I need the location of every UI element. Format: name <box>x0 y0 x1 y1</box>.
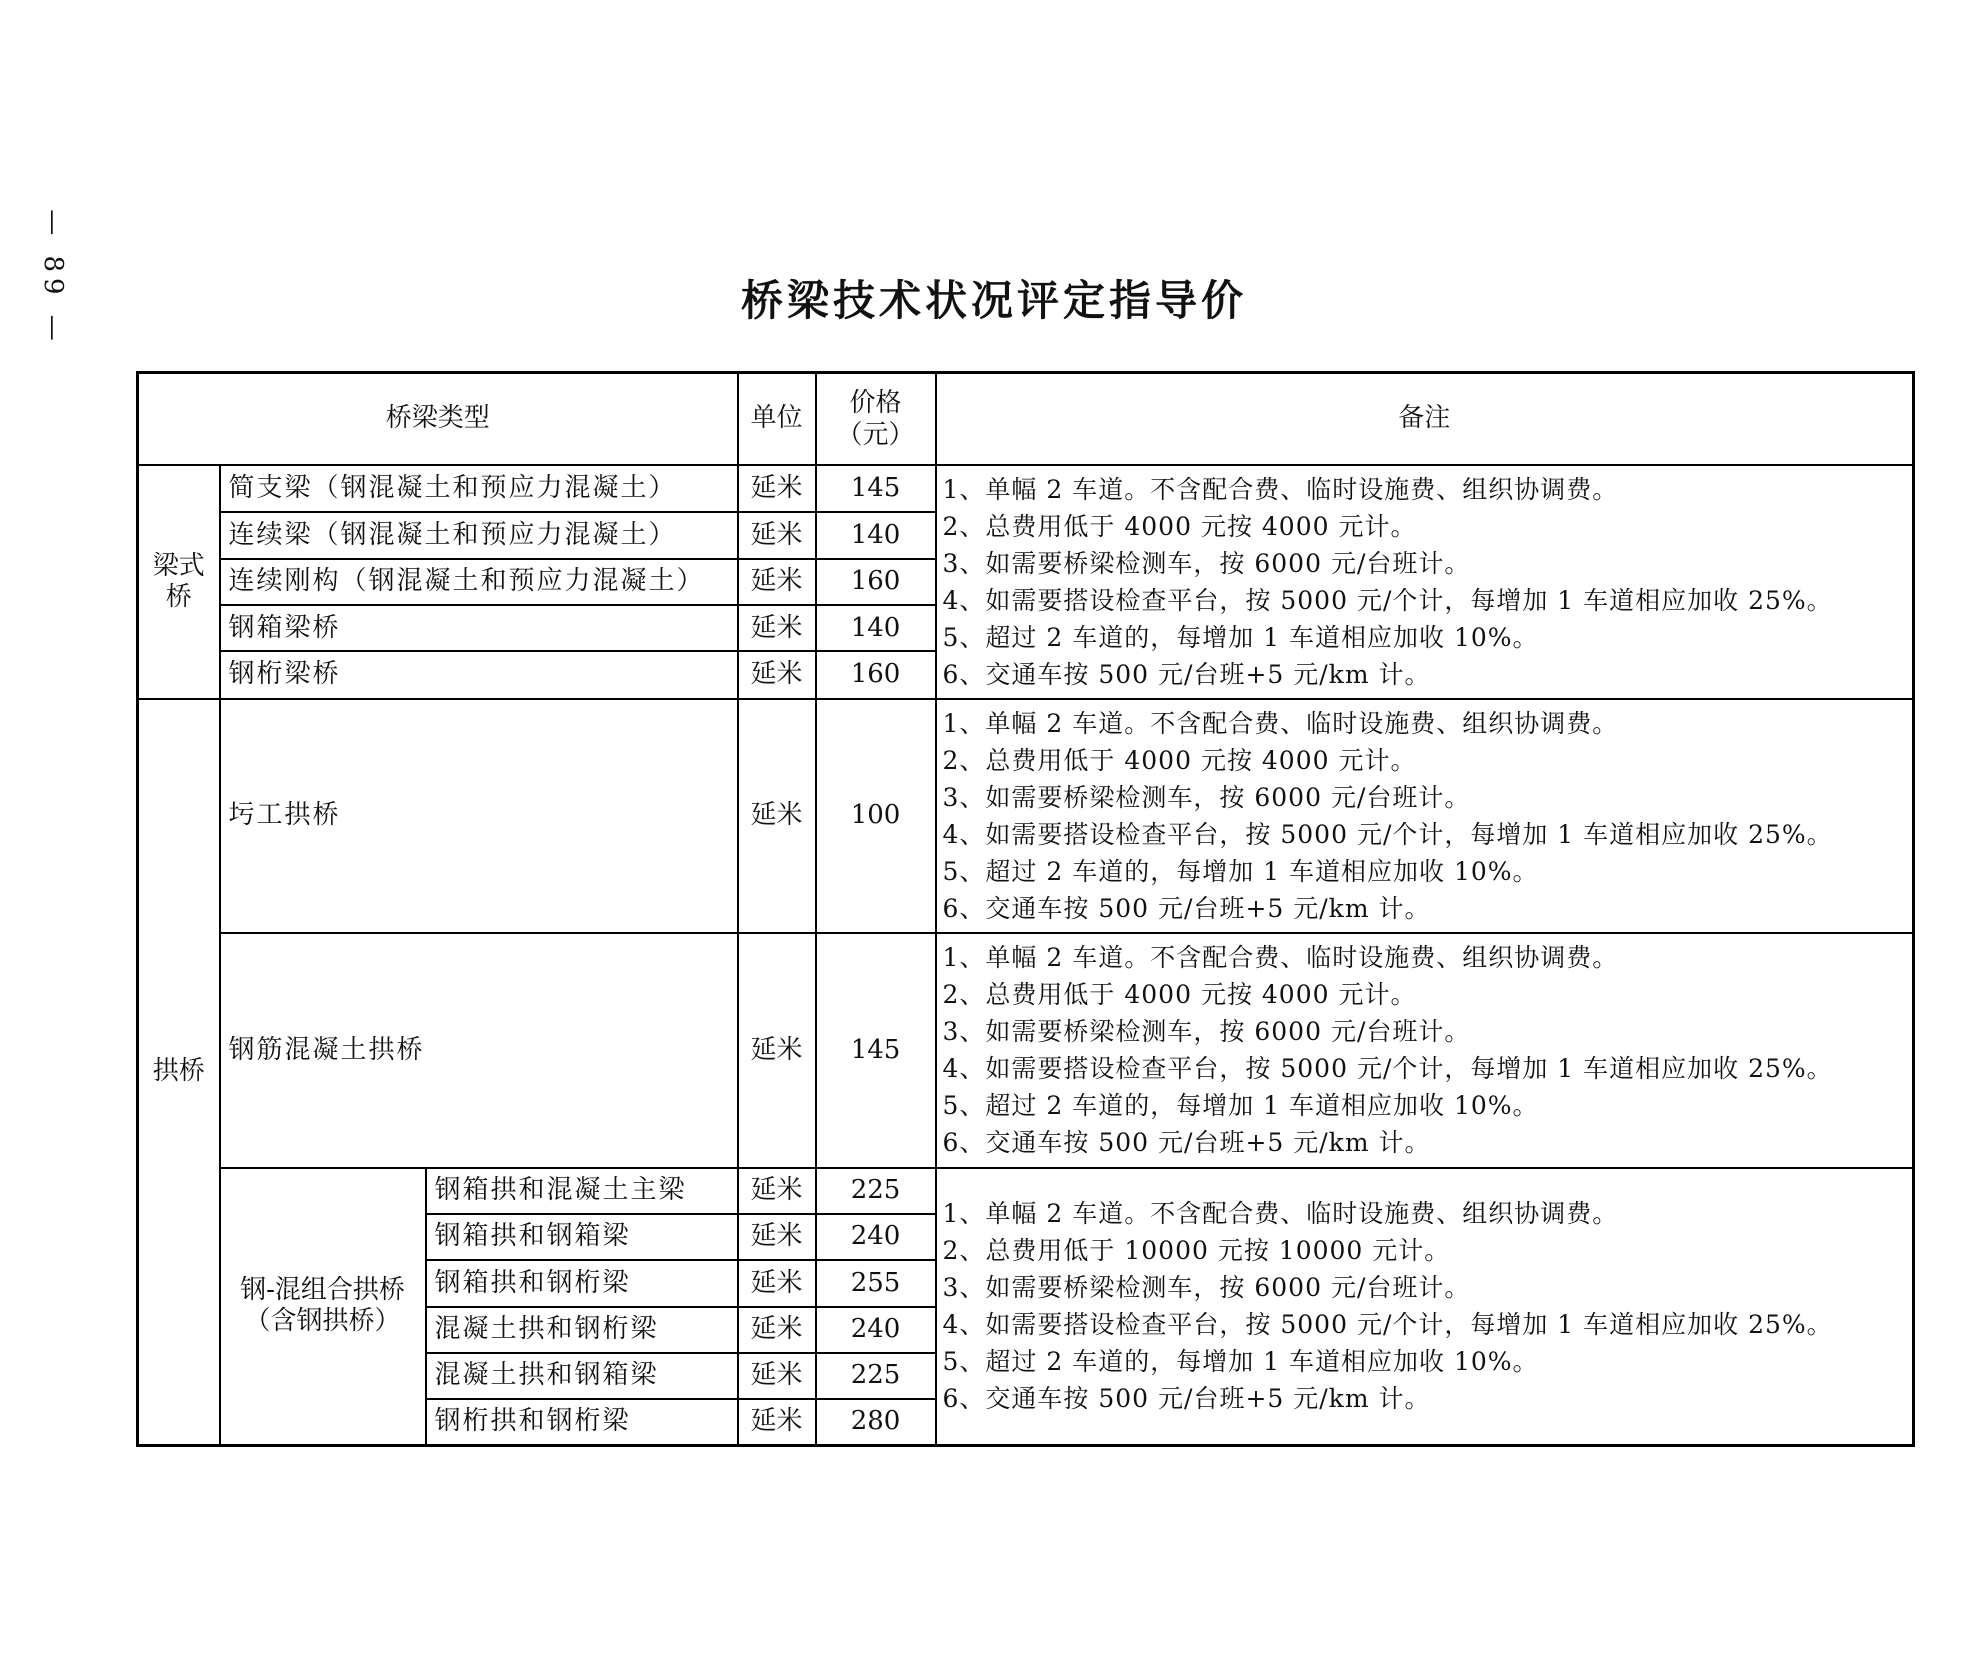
bridge-name: 混凝土拱和钢桁梁 <box>426 1307 738 1353</box>
price-cell: 140 <box>816 512 936 558</box>
unit-cell: 延米 <box>738 465 816 512</box>
bridge-name: 钢箱梁桥 <box>220 605 738 651</box>
combo-label-line1: 钢-混组合拱桥 <box>240 1275 405 1306</box>
note-line: 6、交通车按 500 元/台班+5 元/km 计。 <box>942 659 1431 689</box>
unit-cell: 延米 <box>738 512 816 558</box>
note-line: 3、如需要桥梁检测车，按 6000 元/台班计。 <box>942 782 1471 812</box>
group-arch-bridge: 拱桥 <box>138 699 220 1446</box>
note-line: 3、如需要桥梁检测车，按 6000 元/台班计。 <box>942 548 1471 578</box>
note-line: 3、如需要桥梁检测车，按 6000 元/台班计。 <box>942 1017 1471 1047</box>
price-cell: 140 <box>816 605 936 651</box>
unit-cell: 延米 <box>738 1307 816 1353</box>
price-cell: 225 <box>816 1168 936 1214</box>
bridge-name: 钢箱拱和钢桁梁 <box>426 1260 738 1306</box>
table-row <box>138 465 1914 512</box>
note-line: 1、单幅 2 车道。不含配合费、临时设施费、组织协调费。 <box>942 708 1619 738</box>
note-line: 6、交通车按 500 元/台班+5 元/km 计。 <box>942 893 1431 923</box>
group-label: 梁式桥 <box>152 550 205 612</box>
note-line: 4、如需要搭设检查平台，按 5000 元/个计，每增加 1 车道相应加收 25%。 <box>942 1310 1833 1340</box>
header-unit: 单位 <box>738 373 816 466</box>
unit-cell: 延米 <box>738 1399 816 1445</box>
note-line: 4、如需要搭设检查平台，按 5000 元/个计，每增加 1 车道相应加收 25%。 <box>942 819 1833 849</box>
unit-cell: 延米 <box>738 1168 816 1214</box>
bridge-name: 连续梁（钢混凝土和预应力混凝土） <box>220 512 738 558</box>
price-cell: 160 <box>816 559 936 605</box>
bridge-name: 钢箱拱和钢箱梁 <box>426 1214 738 1260</box>
bridge-name: 混凝土拱和钢箱梁 <box>426 1353 738 1399</box>
bridge-name: 连续刚构（钢混凝土和预应力混凝土） <box>220 559 738 605</box>
note-line: 4、如需要搭设检查平台，按 5000 元/个计，每增加 1 车道相应加收 25%。 <box>942 585 1833 615</box>
bridge-name: 钢桁梁桥 <box>220 651 738 698</box>
price-cell: 240 <box>816 1214 936 1260</box>
notes-cell <box>936 1168 1914 1446</box>
header-row <box>138 373 1914 466</box>
header-price-label: 价格（元） <box>836 387 915 451</box>
unit-cell: 延米 <box>738 1214 816 1260</box>
price-cell: 145 <box>816 933 936 1168</box>
note-line: 1、单幅 2 车道。不含配合费、临时设施费、组织协调费。 <box>942 474 1619 504</box>
unit-cell: 延米 <box>738 1260 816 1306</box>
bridge-name: 钢筋混凝土拱桥 <box>220 933 738 1168</box>
notes-cell <box>936 699 1914 934</box>
header-price <box>816 373 936 466</box>
header-notes: 备注 <box>936 373 1914 466</box>
table-row <box>138 699 1914 934</box>
unit-cell: 延米 <box>738 651 816 698</box>
note-line: 4、如需要搭设检查平台，按 5000 元/个计，每增加 1 车道相应加收 25%。 <box>942 1054 1833 1084</box>
note-line: 2、总费用低于 4000 元按 4000 元计。 <box>942 980 1417 1010</box>
price-table <box>136 371 1915 1447</box>
note-line: 1、单幅 2 车道。不含配合费、临时设施费、组织协调费。 <box>942 1199 1619 1229</box>
note-line: 5、超过 2 车道的，每增加 1 车道相应加收 10%。 <box>942 856 1539 886</box>
note-line: 2、总费用低于 10000 元按 10000 元计。 <box>942 1236 1451 1266</box>
unit-cell: 延米 <box>738 559 816 605</box>
note-line: 1、单幅 2 车道。不含配合费、临时设施费、组织协调费。 <box>942 943 1619 973</box>
note-line: 5、超过 2 车道的，每增加 1 车道相应加收 10%。 <box>942 1347 1539 1377</box>
unit-cell: 延米 <box>738 933 816 1168</box>
note-line: 5、超过 2 车道的，每增加 1 车道相应加收 10%。 <box>942 1091 1539 1121</box>
header-bridge-type: 桥梁类型 <box>138 373 738 466</box>
page-title: 桥梁技术状况评定指导价 <box>740 276 1247 325</box>
price-cell: 255 <box>816 1260 936 1306</box>
notes-cell <box>936 465 1914 698</box>
bridge-name: 简支梁（钢混凝土和预应力混凝土） <box>220 465 738 512</box>
notes-cell <box>936 933 1914 1168</box>
price-cell: 240 <box>816 1307 936 1353</box>
price-cell: 100 <box>816 699 936 934</box>
note-line: 2、总费用低于 4000 元按 4000 元计。 <box>942 511 1417 541</box>
table-row <box>138 933 1914 1168</box>
note-line: 2、总费用低于 4000 元按 4000 元计。 <box>942 745 1417 775</box>
table-row <box>138 1168 1914 1214</box>
note-line: 5、超过 2 车道的，每增加 1 车道相应加收 10%。 <box>942 622 1539 652</box>
combo-label-line2: （含钢拱桥） <box>244 1306 401 1337</box>
unit-cell: 延米 <box>738 1353 816 1399</box>
page-number: — 89 — <box>38 209 68 347</box>
price-cell: 145 <box>816 465 936 512</box>
note-line: 3、如需要桥梁检测车，按 6000 元/台班计。 <box>942 1273 1471 1303</box>
unit-cell: 延米 <box>738 699 816 934</box>
price-cell: 160 <box>816 651 936 698</box>
group-beam-bridge <box>138 465 220 698</box>
note-line: 6、交通车按 500 元/台班+5 元/km 计。 <box>942 1384 1431 1414</box>
price-cell: 225 <box>816 1353 936 1399</box>
bridge-name: 钢桁拱和钢桁梁 <box>426 1399 738 1445</box>
bridge-name: 钢箱拱和混凝土主梁 <box>426 1168 738 1214</box>
price-cell: 280 <box>816 1399 936 1445</box>
bridge-name: 圬工拱桥 <box>220 699 738 934</box>
unit-cell: 延米 <box>738 605 816 651</box>
note-line: 6、交通车按 500 元/台班+5 元/km 计。 <box>942 1128 1431 1158</box>
combo-arch-label <box>220 1168 426 1446</box>
